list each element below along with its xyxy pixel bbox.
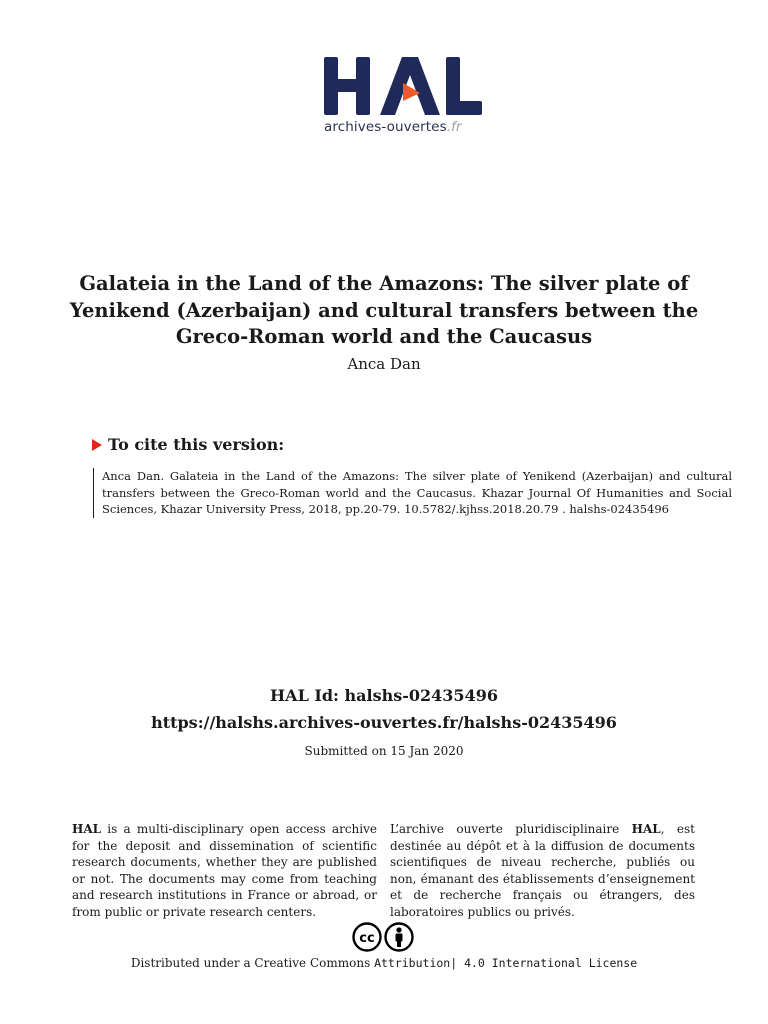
attribution-icon xyxy=(386,924,413,951)
hal-logo-subtitle: archives-ouvertes.fr xyxy=(324,119,462,135)
submission-date: Submitted on 15 Jan 2020 xyxy=(304,744,464,758)
cite-heading xyxy=(92,435,284,454)
hal-id: HAL Id: halshs-02435496 xyxy=(270,686,498,705)
citation-text: Anca Dan. Galateia in the Land of the Amazons: The silver plate of Yenikend (Azerbaijan) and cultural transfers between the Greco-Roman world and the Caucasus. Khazar Journal Of Humanities and Social Sciences, Khazar University Press, 2018, pp.20-79. 10.5782/.kjhss.2018.20.79 . halshs-02435496 xyxy=(93,468,732,518)
hal-url-link[interactable]: https://halshs.archives-ouvertes.fr/halshs-02435496 xyxy=(151,713,617,732)
creative-commons-badge xyxy=(352,922,416,952)
license-name: Attribution| 4.0 International License xyxy=(374,956,638,970)
hal-logo xyxy=(324,55,484,140)
description-french: L’archive ouverte pluridisciplinaire HAL, est destinée au dépôt et à la diffusion de documents scientifiques de niveau recherche, publiés ou non, émanant des établissements d’enseignement et de recherche français ou étrangers, des laboratoires publics ou privés. xyxy=(390,822,695,919)
svg-text:cc: cc xyxy=(359,931,375,946)
paper-title: Galateia in the Land of the Amazons: The silver plate of Yenikend (Azerbaijan) and cultural transfers between the Greco-Roman world and the Caucasus xyxy=(69,272,699,348)
cite-heading-label: To cite this version: xyxy=(108,435,285,454)
license-line xyxy=(0,956,768,970)
triangle-bullet-icon xyxy=(92,439,102,451)
description-english: HAL is a multi-disciplinary open access archive for the deposit and dissemination of scientific research documents, whether they are published or not. The documents may come from teaching and research institutions in France or abroad, or from public or private research centers. xyxy=(72,822,377,919)
cc-icon xyxy=(354,924,381,951)
paper-author: Anca Dan xyxy=(347,355,421,373)
hal-logo-mark xyxy=(324,55,484,117)
license-prefix: Distributed under a Creative Commons xyxy=(130,956,375,970)
